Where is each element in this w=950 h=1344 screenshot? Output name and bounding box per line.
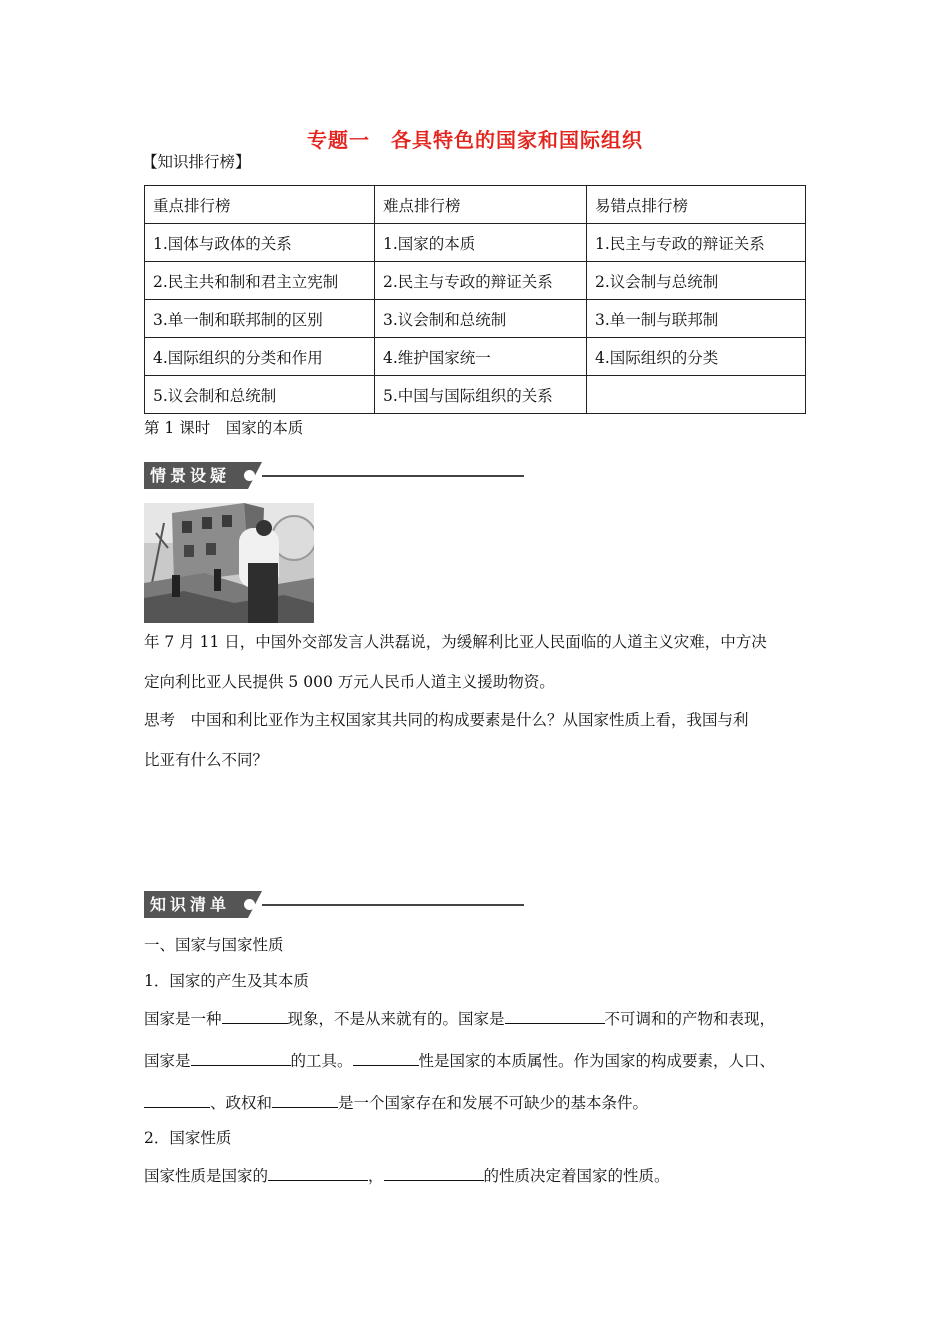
table-cell: 2.民主共和制和君主立宪制 xyxy=(145,262,375,300)
badge-divider-line xyxy=(262,904,524,906)
table-cell: 3.单一制与联邦制 xyxy=(587,300,806,338)
scenario-text-line1: 年 7 月 11 日，中国外交部发言人洪磊说，为缓解利比亚人民面临的人道主义灾难，中方决 xyxy=(144,633,767,651)
table-cell: 2.民主与专政的辩证关系 xyxy=(375,262,587,300)
scenario-text-line2: 定向利比亚人民提供 5 000 万元人民币人道主义援助物资。 xyxy=(144,673,555,691)
text-segment: 国家是 xyxy=(144,1052,191,1070)
lesson-title: 第 1 课时 国家的本质 xyxy=(144,419,304,437)
fill-blank-line4 xyxy=(144,1165,670,1186)
table-header-cell: 易错点排行榜 xyxy=(587,186,806,224)
text-segment: 、政权和 xyxy=(210,1094,273,1112)
text-segment: 国家是一种 xyxy=(144,1010,222,1028)
table-cell: 1.国家的本质 xyxy=(375,224,587,262)
section-heading: 一、国家与国家性质 xyxy=(144,936,284,954)
table-cell: 3.议会制和总统制 xyxy=(375,300,587,338)
table-row xyxy=(145,338,806,376)
table-header-cell: 重点排行榜 xyxy=(145,186,375,224)
table-row xyxy=(145,376,806,414)
table-header-cell: 难点排行榜 xyxy=(375,186,587,224)
table-cell: 4.国际组织的分类和作用 xyxy=(145,338,375,376)
item-heading: 2．国家性质 xyxy=(144,1129,232,1147)
answer-blank[interactable] xyxy=(272,1092,338,1108)
text-segment: 的工具。 xyxy=(290,1052,353,1070)
table-cell: 4.维护国家统一 xyxy=(375,338,587,376)
table-cell: 1.民主与专政的辩证关系 xyxy=(587,224,806,262)
think-question-line2: 比亚有什么不同？ xyxy=(144,751,269,769)
answer-blank[interactable] xyxy=(268,1165,368,1181)
answer-blank[interactable] xyxy=(384,1165,484,1181)
answer-blank[interactable] xyxy=(505,1008,605,1024)
rubble-scene-image xyxy=(144,503,314,623)
answer-blank[interactable] xyxy=(222,1008,288,1024)
answer-blank[interactable] xyxy=(191,1050,291,1066)
page-title: 专题一 各具特色的国家和国际组织 xyxy=(307,128,643,152)
table-row xyxy=(145,300,806,338)
table-row xyxy=(145,262,806,300)
table-cell: 5.中国与国际组织的关系 xyxy=(375,376,587,414)
table-cell: 4.国际组织的分类 xyxy=(587,338,806,376)
text-segment: 的性质决定着国家的性质。 xyxy=(483,1167,670,1185)
table-cell: 5.议会制和总统制 xyxy=(145,376,375,414)
think-question-line1: 思考 中国和利比亚作为主权国家其共同的构成要素是什么？从国家性质上看，我国与利 xyxy=(144,711,749,729)
knowledge-badge-label: 知识清单 xyxy=(144,891,248,918)
fill-blank-line1 xyxy=(144,1008,775,1029)
text-segment: ， xyxy=(368,1167,384,1185)
scenario-badge xyxy=(144,462,524,489)
badge-dot-icon xyxy=(244,470,255,481)
fill-blank-line2 xyxy=(144,1050,775,1071)
ranking-heading: 【知识排行榜】 xyxy=(142,153,251,171)
answer-blank[interactable] xyxy=(144,1092,210,1108)
answer-blank[interactable] xyxy=(353,1050,419,1066)
badge-dot-icon xyxy=(244,899,255,910)
table-header-row xyxy=(145,186,806,224)
text-segment: 是一个国家存在和发展不可缺少的基本条件。 xyxy=(338,1094,649,1112)
text-segment: 性是国家的本质属性。作为国家的构成要素，人口、 xyxy=(418,1052,776,1070)
text-segment: 现象，不是从来就有的。国家是 xyxy=(287,1010,505,1028)
scenario-badge-label: 情景设疑 xyxy=(144,462,248,489)
table-cell: 3.单一制和联邦制的区别 xyxy=(145,300,375,338)
fill-blank-line3 xyxy=(144,1092,648,1113)
badge-divider-line xyxy=(262,475,524,477)
table-row xyxy=(145,224,806,262)
text-segment: 不可调和的产物和表现， xyxy=(604,1010,776,1028)
knowledge-badge xyxy=(144,891,524,918)
table-cell: 2.议会制与总统制 xyxy=(587,262,806,300)
ranking-table xyxy=(144,185,806,414)
news-photo xyxy=(144,503,314,623)
table-cell: 1.国体与政体的关系 xyxy=(145,224,375,262)
item-heading: 1．国家的产生及其本质 xyxy=(144,972,309,990)
table-cell xyxy=(587,376,806,414)
text-segment: 国家性质是国家的 xyxy=(144,1167,269,1185)
